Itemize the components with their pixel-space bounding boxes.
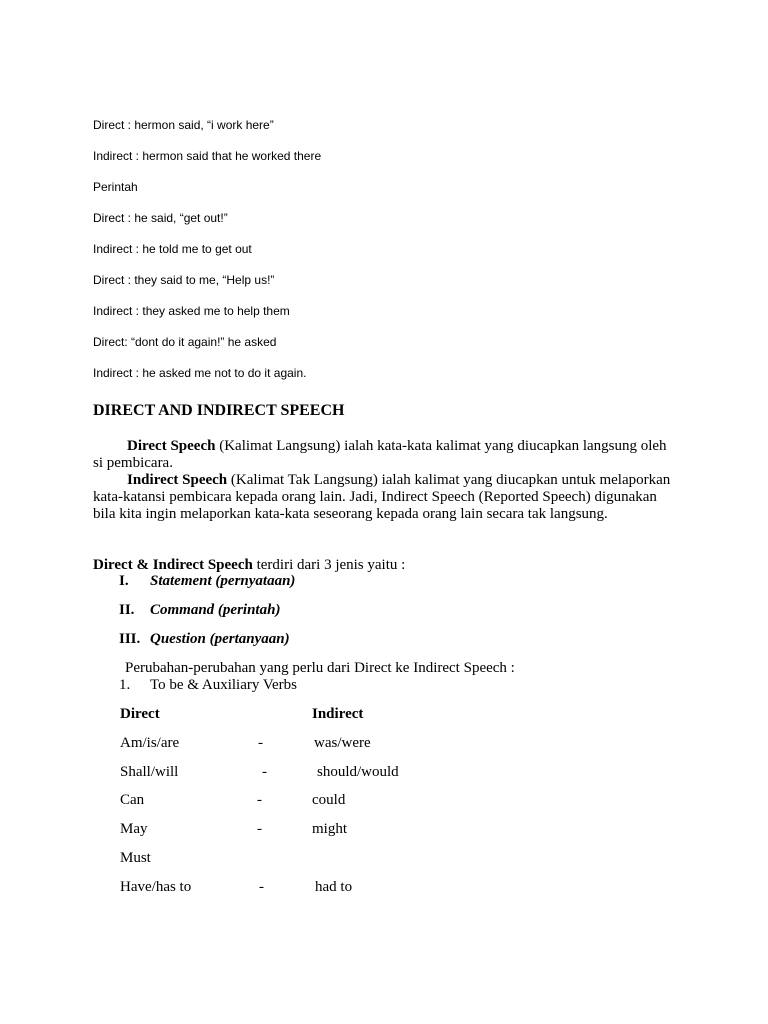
section-1-number: 1.	[119, 677, 131, 693]
section-1-title: To be & Auxiliary Verbs	[150, 677, 297, 693]
type-numeral-2: II.	[119, 602, 135, 618]
direct-speech-definition	[93, 438, 673, 472]
example-line-6: Direct : they said to me, “Help us!”	[93, 273, 275, 287]
types-intro-text: terdiri dari 3 jenis yaitu :	[252, 557, 406, 573]
direct-speech-term: Direct Speech	[127, 438, 216, 454]
section-heading: DIRECT AND INDIRECT SPEECH	[93, 402, 345, 419]
row-2-indirect: should/would	[317, 764, 399, 780]
row-3-direct: Can	[120, 792, 145, 808]
row-6-indirect: had to	[315, 879, 353, 895]
indirect-speech-term: Indirect Speech	[127, 472, 228, 488]
type-label-1: Statement (pernyataan)	[150, 573, 296, 589]
row-3-indirect: could	[312, 792, 346, 808]
direct-speech-text: (Kalimat Langsung) ialah kata-kata kalimat yang diucapkan langsung oleh si pembicara.	[93, 438, 667, 471]
indirect-speech-text: (Kalimat Tak Langsung) ialah kalimat yang diucapkan untuk melaporkan kata-katansi pembicara kepada orang lain. Jadi, Indirect Speech (Reported Speech) digunakan bila kita ingin melaporkan kata-kata seseorang kepada orang lain secara tak langsung.	[93, 472, 671, 522]
row-1-indirect: was/were	[314, 735, 371, 751]
types-intro	[93, 557, 673, 574]
example-line-2: Indirect : hermon said that he worked there	[93, 149, 322, 163]
row-1-direct: Am/is/are	[120, 735, 180, 751]
type-numeral-3: III.	[119, 631, 141, 647]
example-line-4: Direct : he said, “get out!”	[93, 211, 228, 225]
row-6-direct: Have/has to	[120, 879, 192, 895]
changes-intro: Perubahan-perubahan yang perlu dari Direct ke Indirect Speech :	[125, 660, 515, 676]
row-5-direct: Must	[120, 850, 151, 866]
row-1-dash: -	[258, 735, 263, 751]
row-4-indirect: might	[312, 821, 348, 837]
indirect-speech-definition	[93, 472, 673, 523]
row-3-dash: -	[257, 792, 262, 808]
type-label-3: Question (pertanyaan)	[150, 631, 290, 647]
row-2-dash: -	[262, 764, 267, 780]
row-2-direct: Shall/will	[120, 764, 179, 780]
example-line-1: Direct : hermon said, “i work here”	[93, 118, 274, 132]
row-4-direct: May	[120, 821, 148, 837]
row-4-dash: -	[257, 821, 262, 837]
table-header-indirect: Indirect	[312, 706, 364, 722]
example-line-8: Direct: “dont do it again!” he asked	[93, 335, 277, 349]
type-label-2: Command (perintah)	[150, 602, 281, 618]
example-line-9: Indirect : he asked me not to do it again.	[93, 366, 307, 380]
example-line-7: Indirect : they asked me to help them	[93, 304, 290, 318]
types-intro-term: Direct & Indirect Speech	[93, 557, 253, 573]
example-line-3: Perintah	[93, 180, 138, 194]
row-6-dash: -	[259, 879, 264, 895]
table-header-direct: Direct	[120, 706, 160, 722]
example-line-5: Indirect : he told me to get out	[93, 242, 252, 256]
type-numeral-1: I.	[119, 573, 129, 589]
